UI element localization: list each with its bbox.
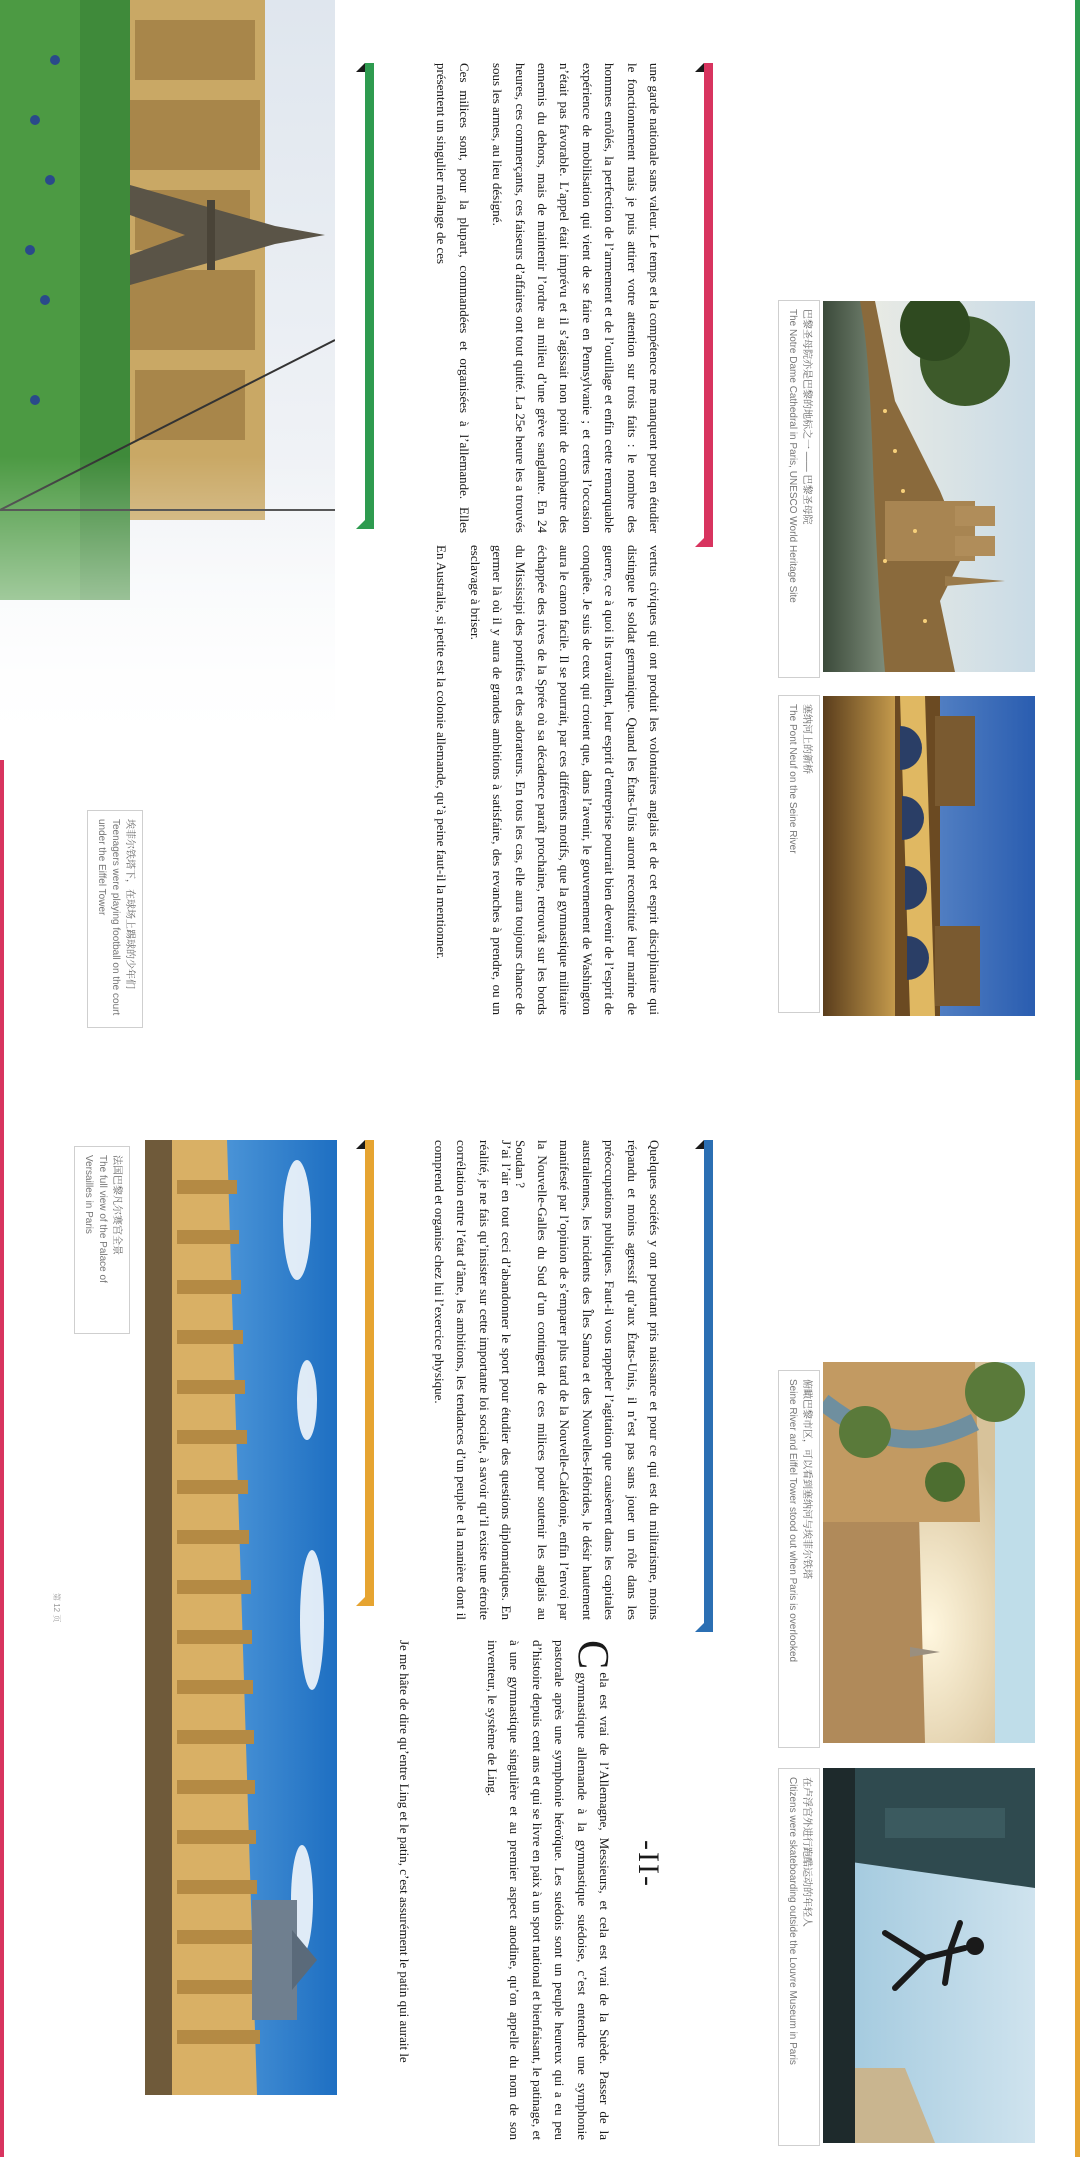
seine-view-caption	[778, 1370, 820, 1748]
blue-bar-tab	[695, 1623, 704, 1632]
edge-stripe-yellow	[1075, 1080, 1080, 2157]
caption-cn: 巴黎圣母院亦是巴黎的地标之一 —— 巴黎圣母院	[801, 309, 812, 525]
pont-neuf-caption	[778, 695, 820, 1013]
green-bar-tab	[356, 520, 365, 529]
caption-en: The Notre Dame Cathedral in Paris, UNESCO World Heritage Site	[787, 309, 798, 603]
notre-dame-caption	[778, 300, 820, 678]
right-text-column-1-bottom	[415, 1640, 618, 2140]
eiffel-football-photo	[0, 0, 335, 760]
caption-en: The Pont Neuf on the Seine River	[787, 704, 798, 854]
drop-cap: C	[569, 1640, 618, 1670]
pont-neuf-photo	[823, 696, 1035, 1016]
page-number: 第 12 页	[52, 1593, 61, 1623]
notre-dame-photo	[823, 301, 1035, 672]
red-bar-tab	[695, 538, 704, 547]
caption-cn: 俯瞰巴黎市区，可以看到塞纳河与埃菲尔铁塔	[801, 1379, 812, 1579]
caption-en: Citizens were skateboarding outside the Louvre Museum in Paris	[787, 1777, 798, 2065]
paragraph: J’ai l’air en tout ceci d’abandonner le sport pour étudier des questions diplomatiques. En réalité, je ne fais qu’insister sur cette importante loi sociale, à savoir qu’il existe une étroite corrélation entre l’état d’âme, les ambitions, les tendances d’un peuple et la manière dont il comprend et organise chez lui l’exercice physique.	[431, 1140, 514, 1620]
right-text-block-final	[393, 1640, 415, 2140]
green-accent-bar	[365, 63, 374, 529]
caption-en: Teenagers were playing football on the court under the Eiffel Tower	[96, 819, 121, 1016]
paragraph-text: ela est vrai de l’Allemagne, Messieurs, et cela est vrai de la Suède. Passer de la gymnastique allemande à la gymnastique suédoise, c’est entendre une symphonie pastorale après une symphonie héroïque. Les suédois sont un peuple heureux qui a eu peu d’histoire depuis cent ans et qui se livre en paix à un sport national et bienfaisant, le patinage, et à une gymnastique singulière et au premier aspect anodine, qu’on appelle du nom de son inventeur, le système de Ling.	[484, 1640, 612, 2140]
paragraph: Je me hâte de dire qu’entre Ling et le patin, c’est assurément le patin qui aurait le	[397, 1640, 412, 2063]
red-accent-bar	[704, 63, 713, 547]
blue-accent-bar	[704, 1140, 713, 1632]
caption-cn: 埃菲尔铁塔下，在球场上踢球的少年们	[124, 819, 135, 989]
paragraph: Ces milices sont, pour la plupart, commandées et organisées à l’allemande. Elles présentent un singulier mélange de ces	[434, 63, 472, 533]
caption-cn: 法国巴黎凡尔赛宫全景	[111, 1155, 122, 1255]
caption-cn: 在卢浮宫外进行跑酷运动的年轻人	[801, 1777, 812, 1927]
edge-stripe-green	[1075, 0, 1080, 1080]
louvre-parkour-photo	[823, 1768, 1035, 2143]
left-text-column-1	[395, 545, 665, 1015]
yellow-accent-bar	[365, 1140, 374, 1606]
left-text-column-2	[395, 63, 665, 533]
louvre-caption	[778, 1768, 820, 2146]
right-text-block-diplomatic	[427, 1140, 517, 1620]
versailles-caption	[74, 1146, 130, 1334]
paragraph: vertus civiques qui ont produit les volontaires anglais et de cet esprit disciplinaire qui distingue le soldat germanique. Quand les États-Unis auront reconstitué leur marine de guerre, ce à quoi ils travaillent, leur esprit d’entreprise pourrait bien devenir de l’esprit de conquête. Je suis de ceux qui croient que, dans l’avenir, le gouvernement de Washington aura le canon facile. Il se pourrait, par ces différents motifs, que la gymnastique militaire échappée des rives de la Sprée où sa décadence paraît prochaine, retrouvât sur les bords du Mississipi des pontifes et des adorateurs. En tous les cas, elle aura toujours chance de germer là où il y aura de grandes ambitions à satisfaire, des revanches à prendre, ou un esclavage à briser.	[467, 545, 662, 1015]
paragraph	[481, 1640, 618, 2140]
caption-en: The full view of the Palace of Versailles in Paris	[83, 1155, 108, 1283]
paragraph: En Australie, si petite est la colonie allemande, qu’à peine faut-il la mentionner.	[434, 545, 450, 960]
versailles-photo	[145, 1140, 337, 2095]
paragraph: Quelques sociétés y ont pourtant pris naissance et pour ce qui est du militarisme, moins répandu et moins agressif qu’aux États-Unis, il n’est pas sans jouer un rôle dans les préoccupations publiques. Faut-il vous rappeler l’agitation que causèrent dans les capitales australiennes, les incidents des Îles Samoa et des Nouvelles-Hébrides, le désir hautement manifesté par l’opinion de s’emparer plus tard de la Nouvelle-Calédonie, enfin l’envoi par la Nouvelle-Galles du Sud d’un contingent de ces milices pour soutenir les anglais au Soudan ?	[512, 1140, 662, 1620]
caption-en: Seine River and Eiffel Tower stood out when Paris is overlooked	[787, 1379, 798, 1663]
section-numeral: -II-	[632, 1840, 665, 1888]
caption-cn: 塞纳河上的新桥	[801, 704, 812, 774]
yellow-bar-tab	[356, 1597, 365, 1606]
paragraph: une garde nationale sans valeur. Le temps et la compétence me manquent pour en étudier le fonctionnement mais je puis attirer votre attention sur trois faits : le nombre des hommes enrôlés, la perfection de l’armement et de l’outillage et enfin cette remarquable expérience de mobilisation qui vient de se faire en Pennsylvanie ; et certes l’occasion n’était pas favorable. L’appel était imprévu et il s’agissait non point de combattre des ennemis du dehors, mais de maintenir l’ordre au milieu d’une grève sanglante. En 24 heures, ces commerçants, ces faiseurs d’affaires ont tout quitté. La 25e heure les a trouvés sous les armes, au lieu désigné.	[490, 63, 662, 533]
football-caption	[87, 810, 143, 1028]
seine-view-photo	[823, 1362, 1035, 1743]
